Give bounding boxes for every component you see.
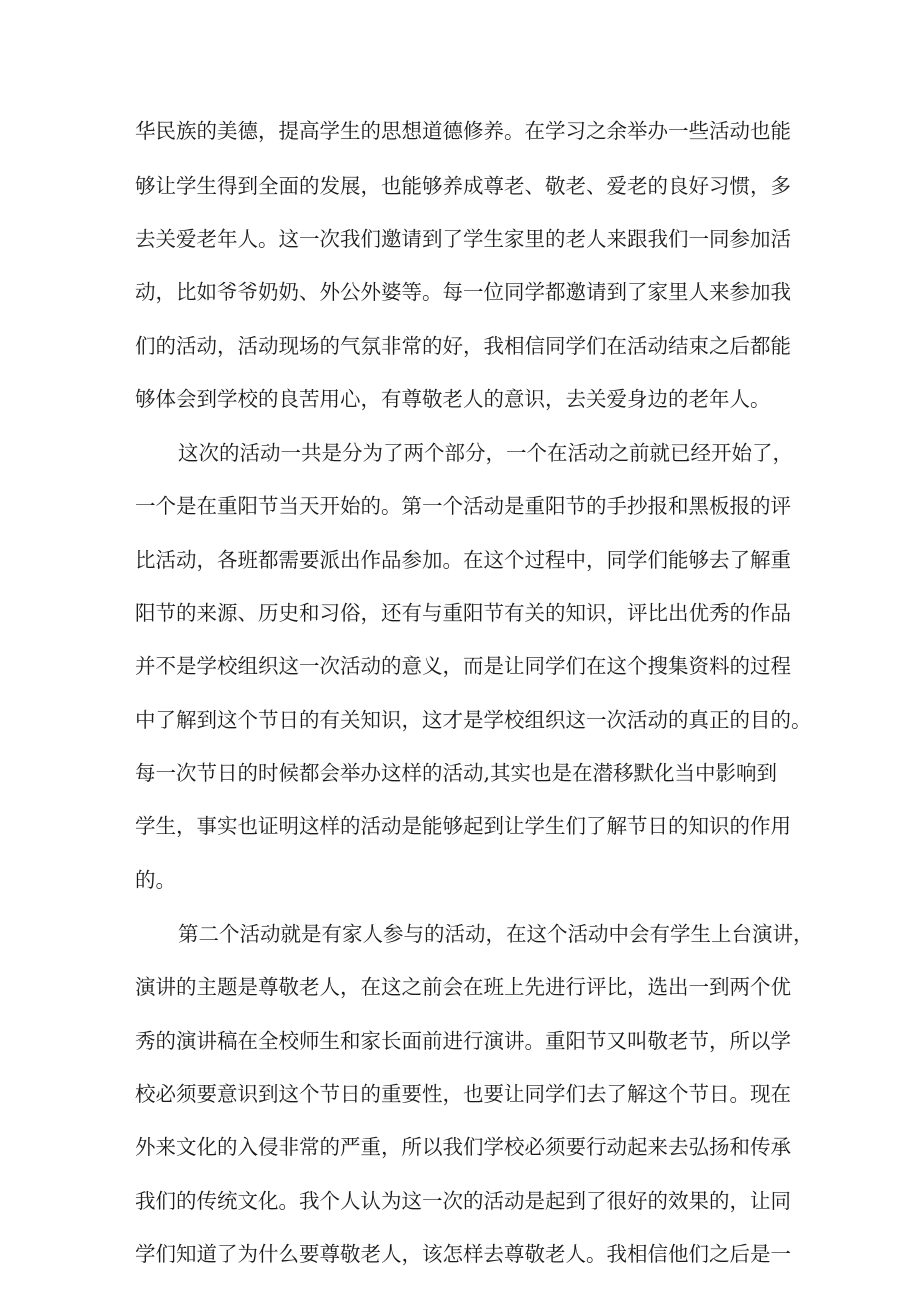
paragraph-1-line-1: 华民族的美德，提高学生的思想道德修养。在学习之余举办一些活动也能 bbox=[135, 119, 791, 143]
paragraph-3-line-4: 校必须要意识到这个节日的重要性，也要让同学们去了解这个节日。现在 bbox=[135, 1082, 791, 1106]
paragraph-2-line-3: 比活动，各班都需要派出作品参加。在这个过程中，同学们能够去了解重 bbox=[135, 548, 791, 572]
paragraph-2-line-8: 学生，事实也证明这样的活动是能够起到让学生们了解节日的知识的作用 bbox=[135, 814, 791, 838]
paragraph-3-line-1: 第二个活动就是有家人参与的活动，在这个活动中会有学生上台演讲， bbox=[178, 922, 814, 946]
paragraph-2-line-9: 的。 bbox=[135, 868, 176, 892]
paragraph-2-line-7: 每一次节日的时候都会举办这样的活动,其实也是在潜移默化当中影响到 bbox=[135, 761, 778, 785]
paragraph-3-line-7: 学们知道了为什么要尊敬老人，该怎样去尊敬老人。我相信他们之后是一 bbox=[135, 1242, 791, 1266]
paragraph-3-line-2: 演讲的主题是尊敬老人，在这之前会在班上先进行评比，选出一到两个优 bbox=[135, 975, 791, 999]
paragraph-3-line-5: 外来文化的入侵非常的严重，所以我们学校必须要行动起来去弘扬和传承 bbox=[135, 1135, 791, 1159]
paragraph-2-line-5: 并不是学校组织这一次活动的意义，而是让同学们在这个搜集资料的过程 bbox=[135, 654, 791, 678]
paragraph-1-line-2: 够让学生得到全面的发展，也能够养成尊老、敬老、爱老的良好习惯，多 bbox=[135, 174, 791, 198]
paragraph-1-line-6: 够体会到学校的良苦用心，有尊敬老人的意识，去关爱身边的老年人。 bbox=[135, 387, 771, 411]
paragraph-2-line-4: 阳节的来源、历史和习俗，还有与重阳节有关的知识，评比出优秀的作品 bbox=[135, 601, 791, 625]
paragraph-2-line-6: 中了解到这个节日的有关知识，这才是学校组织这一次活动的真正的目的。 bbox=[135, 708, 812, 732]
paragraph-1-line-3: 去关爱老年人。这一次我们邀请到了学生家里的老人来跟我们一同参加活 bbox=[135, 227, 791, 251]
paragraph-1-line-4: 动，比如爷爷奶奶、外公外婆等。每一位同学都邀请到了家里人来参加我 bbox=[135, 280, 791, 304]
paragraph-3-line-6: 我们的传统文化。我个人认为这一次的活动是起到了很好的效果的，让同 bbox=[135, 1189, 791, 1213]
paragraph-1-line-5: 们的活动，活动现场的气氛非常的好，我相信同学们在活动结束之后都能 bbox=[135, 334, 791, 358]
paragraph-2-line-2: 一个是在重阳节当天开始的。第一个活动是重阳节的手抄报和黑板报的评 bbox=[135, 494, 791, 518]
paragraph-3-line-3: 秀的演讲稿在全校师生和家长面前进行演讲。重阳节又叫敬老节，所以学 bbox=[135, 1029, 791, 1053]
paragraph-2-line-1: 这次的活动一共是分为了两个部分，一个在活动之前就已经开始了， bbox=[178, 441, 793, 465]
